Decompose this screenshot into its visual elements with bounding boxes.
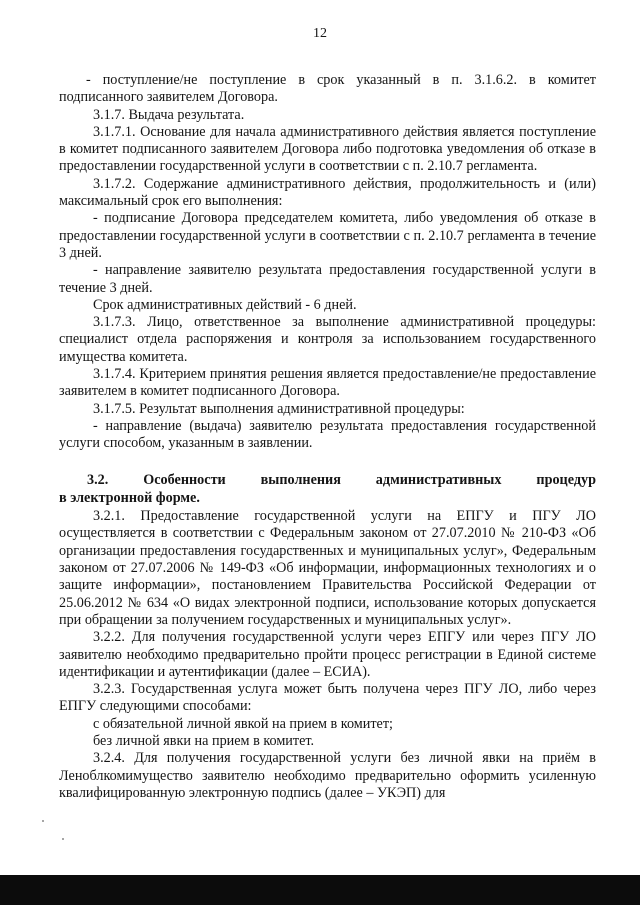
- paragraph: 3.2.2. Для получения государственной услуги через ЕПГУ или через ПГУ ЛО заявителю необходимо предварительно пройти процесс регистрации в Единой системе идентификации и аутентификации (далее – ЕСИА).: [59, 629, 596, 680]
- paragraph: 3.2.3. Государственная услуга может быть получена через ПГУ ЛО, либо через ЕПГУ следующими способами:: [59, 681, 596, 715]
- paragraph: - подписание Договора председателем комитета, либо уведомления об отказе в предоставлении государственной услуги в соответствии с п. 2.10.7 регламента в течение 3 дней.: [59, 210, 596, 261]
- paragraph: - направление (выдача) заявителю результата предоставления государственной услуги способом, указанным в заявлении.: [59, 417, 596, 452]
- paragraph: 3.1.7.5. Результат выполнения административной процедуры:: [93, 400, 465, 417]
- scan-speck: [62, 838, 64, 840]
- section-heading-continuation: в электронной форме.: [59, 489, 200, 506]
- paragraph: с обязательной личной явкой на прием в комитет;: [93, 715, 393, 732]
- scan-speck: [42, 820, 44, 822]
- paragraph: - поступление/не поступление в срок указанный в п. 3.1.6.2. в комитет подписанного заявителем Договора.: [59, 72, 596, 106]
- paragraph: без личной явки на прием в комитет.: [93, 732, 315, 749]
- paragraph: Срок административных действий - 6 дней.: [93, 296, 357, 313]
- paragraph: 3.1.7.1. Основание для начала административного действия является поступление в комитет подписанного заявителем Договора либо подготовка уведомления об отказе в предоставлении государственной услуги в соответствии с п. 2.10.7 регламента.: [59, 123, 596, 175]
- paragraph: 3.2.1. Предоставление государственной услуги на ЕПГУ и ПГУ ЛО осуществляется в соответствии с Федеральным законом от 27.07.2010 № 210-ФЗ «Об организации предоставления государственных и муниципальных услуг», Федеральным законом от 27.07.2006 № 149-ФЗ «Об информации, информационных технологиях и о защите информации», постановлением Правительства Российской Федерации от 25.06.2012 № 634 «О видах электронной подписи, использование которых допускается при обращении за получением государственных и муниципальных услуг».: [59, 508, 596, 628]
- paragraph: 3.1.7.2. Содержание административного действия, продолжительность и (или) максимальный срок его выполнения:: [59, 175, 596, 210]
- section-heading: 3.2. Особенности выполнения административных процедур: [87, 471, 596, 488]
- paragraph: - направление заявителю результата предоставления государственной услуги в течение 3 дней.: [59, 262, 596, 296]
- page-number: 12: [313, 26, 327, 41]
- paragraph: 3.1.7.3. Лицо, ответственное за выполнение административной процедуры: специалист отдела распоряжения и контроля за использованием государственного имущества комитета.: [59, 314, 596, 365]
- document-body: [59, 72, 596, 802]
- scan-bottom-edge: [0, 875, 640, 905]
- paragraph: 3.1.7.4. Критерием принятия решения является предоставление/не предоставление заявителем в комитет подписанного Договора.: [59, 366, 596, 400]
- paragraph: 3.2.4. Для получения государственной услуги без личной явки на приём в Леноблкомимущество заявителю необходимо предварительно оформить усиленную квалифицированную электронную подпись (далее – УКЭП) для: [59, 750, 596, 801]
- paragraph: 3.1.7. Выдача результата.: [93, 106, 245, 123]
